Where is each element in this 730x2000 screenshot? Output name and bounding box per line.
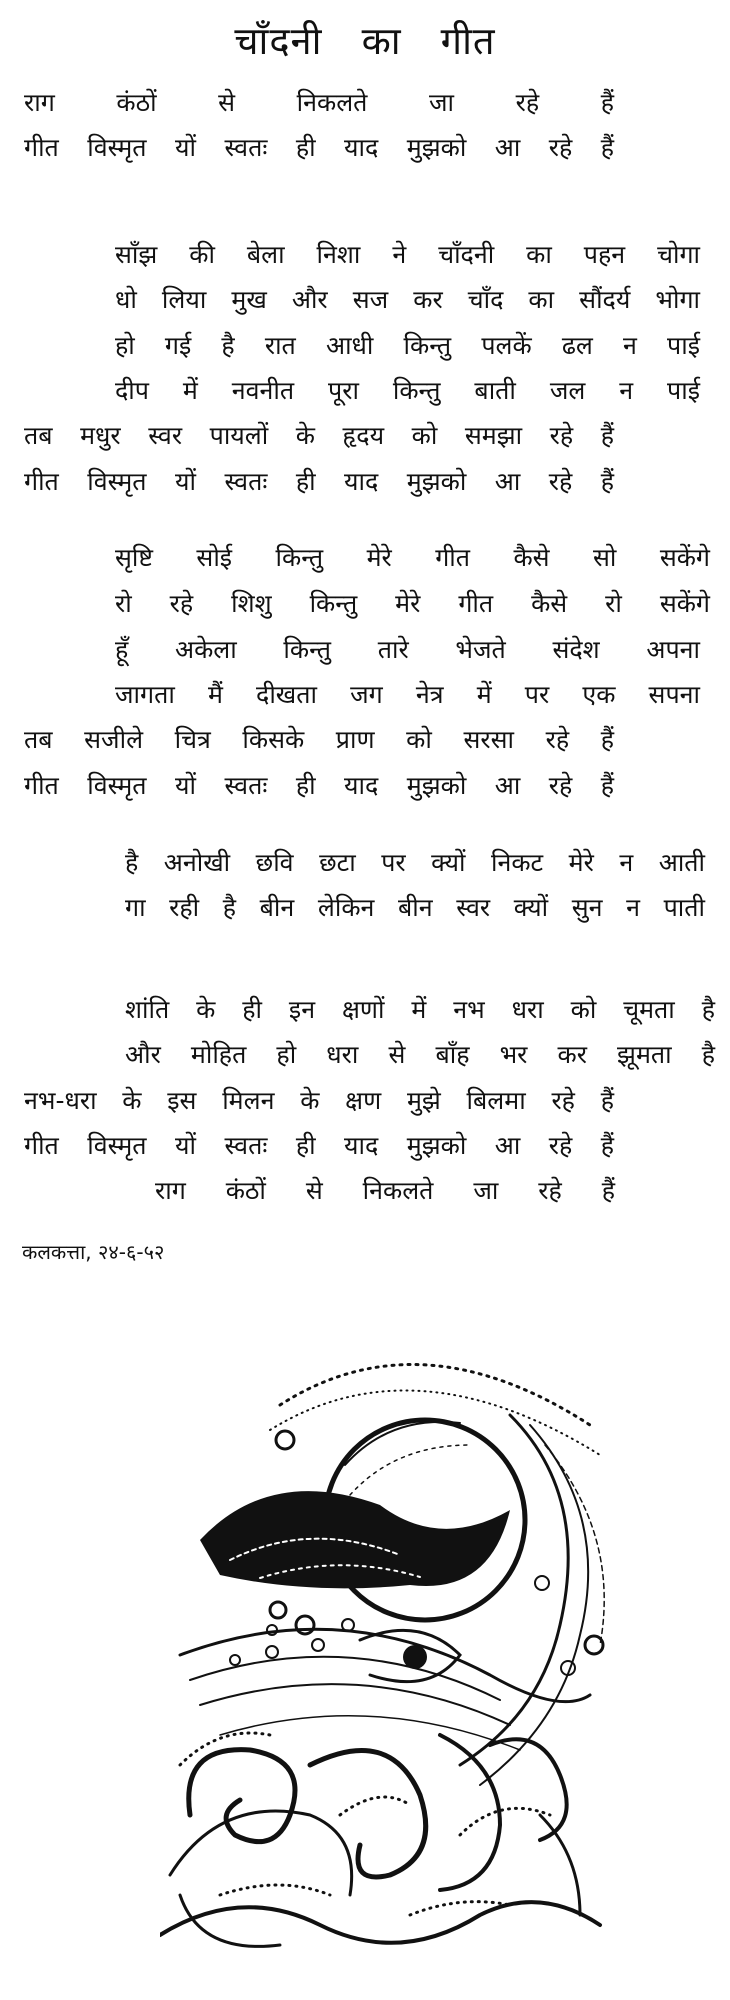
poem-line: राग कंठों से निकलते जा रहे हैं: [24, 88, 614, 117]
poem-line: तब सजीले चित्र किसके प्राण को सरसा रहे हैं: [24, 725, 614, 754]
poem-line: हो गई है रात आधी किन्तु पलकें ढल न पाई: [115, 331, 700, 360]
poem-line: जागता मैं दीखता जग नेत्र में पर एक सपना: [115, 680, 700, 709]
poem-title: चाँदनी का गीत: [234, 19, 496, 63]
poem-line: रो रहे शिशु किन्तु मेरे गीत कैसे रो सकेंगे: [115, 589, 710, 618]
poem-line: है अनोखी छवि छटा पर क्यों निकट मेरे न आती: [125, 848, 705, 877]
poem-line: और मोहित हो धरा से बाँह भर कर झूमता है: [125, 1040, 715, 1069]
poem-line: गीत विस्मृत यों स्वतः ही याद मुझको आ रहे हैं: [24, 467, 614, 496]
poem-line: गीत विस्मृत यों स्वतः ही याद मुझको आ रहे हैं: [24, 133, 614, 162]
poem-line: राग कंठों से निकलते जा रहे हैं: [155, 1176, 615, 1205]
poem-line: तब मधुर स्वर पायलों के हृदय को समझा रहे हैं: [24, 421, 614, 450]
poem-line: दीप में नवनीत पूरा किन्तु बाती जल न पाई: [115, 376, 700, 405]
poem-line: शांति के ही इन क्षणों में नभ धरा को चूमता है: [125, 995, 715, 1024]
poem-line: गा रही है बीन लेकिन बीन स्वर क्यों सुन न पाती: [125, 893, 705, 922]
poem-line: गीत विस्मृत यों स्वतः ही याद मुझको आ रहे हैं: [24, 771, 614, 800]
poem-line: गीत विस्मृत यों स्वतः ही याद मुझको आ रहे हैं: [24, 1131, 614, 1160]
poem-line: साँझ की बेला निशा ने चाँदनी का पहन चोगा: [115, 240, 700, 269]
place-date: कलकत्ता, २४-६-५२: [22, 1240, 165, 1264]
moon-waves-illustration: [160, 1295, 630, 1995]
poem-line: हूँ अकेला किन्तु तारे भेजते संदेश अपना: [115, 635, 700, 664]
poem-line: नभ-धरा के इस मिलन के क्षण मुझे बिलमा रहे हैं: [24, 1086, 614, 1115]
poem-line: धो लिया मुख और सज कर चाँद का सौंदर्य भोगा: [115, 285, 700, 314]
poem-line: सृष्टि सोई किन्तु मेरे गीत कैसे सो सकेंगे: [115, 543, 710, 572]
